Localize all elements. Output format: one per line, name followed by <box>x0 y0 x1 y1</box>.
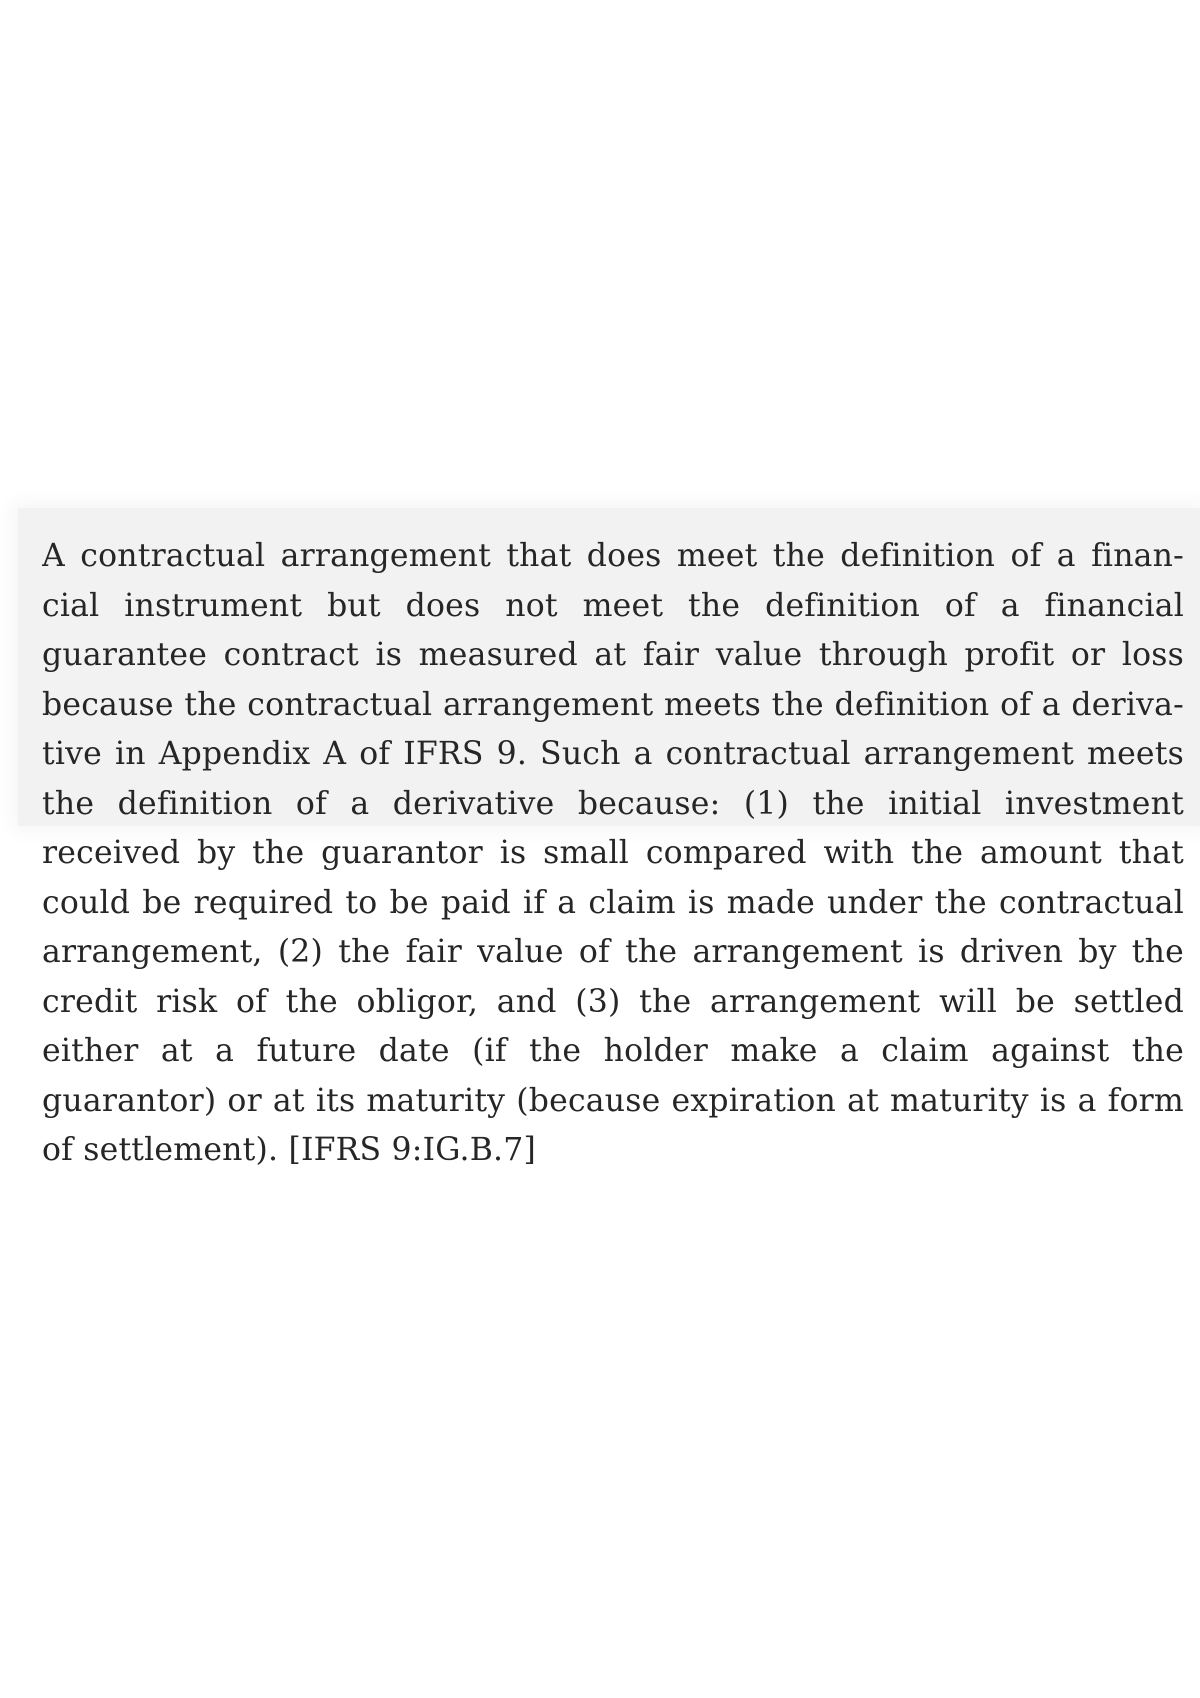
paragraph-line-citation: of settlement). [IFRS 9:IG.B.7] <box>42 1132 536 1168</box>
paragraph-line: cial instrument but does not meet the definition of a financial <box>42 587 1184 624</box>
paragraph-line: arrangement, (2) the fair value of the arrangement is driven by the <box>42 934 1184 970</box>
paragraph-line: could be required to be paid if a claim is made under the contractual <box>42 884 1184 921</box>
paragraph-line: guarantee contract is measured at fair value through profit or loss <box>42 637 1184 673</box>
paragraph-line: received by the guarantor is small compared with the amount that <box>42 835 1184 871</box>
ifrs-paragraph <box>42 532 1184 1176</box>
paragraph-line: either at a future date (if the holder make a claim against the <box>42 1033 1184 1069</box>
paragraph-line: tive in Appendix A of IFRS 9. Such a contractual arrangement meets <box>42 736 1184 772</box>
paragraph-line: A contractual arrangement that does meet the definition of a finan- <box>42 538 1184 574</box>
paragraph-line: guarantor) or at its maturity (because expiration at maturity is a form <box>42 1082 1184 1119</box>
paragraph-line: the definition of a derivative because: (1) the initial investment <box>42 785 1184 822</box>
paragraph-line: credit risk of the obligor, and (3) the arrangement will be settled <box>42 983 1184 1020</box>
paragraph-line: because the contractual arrangement meets the definition of a deriva- <box>42 686 1184 723</box>
